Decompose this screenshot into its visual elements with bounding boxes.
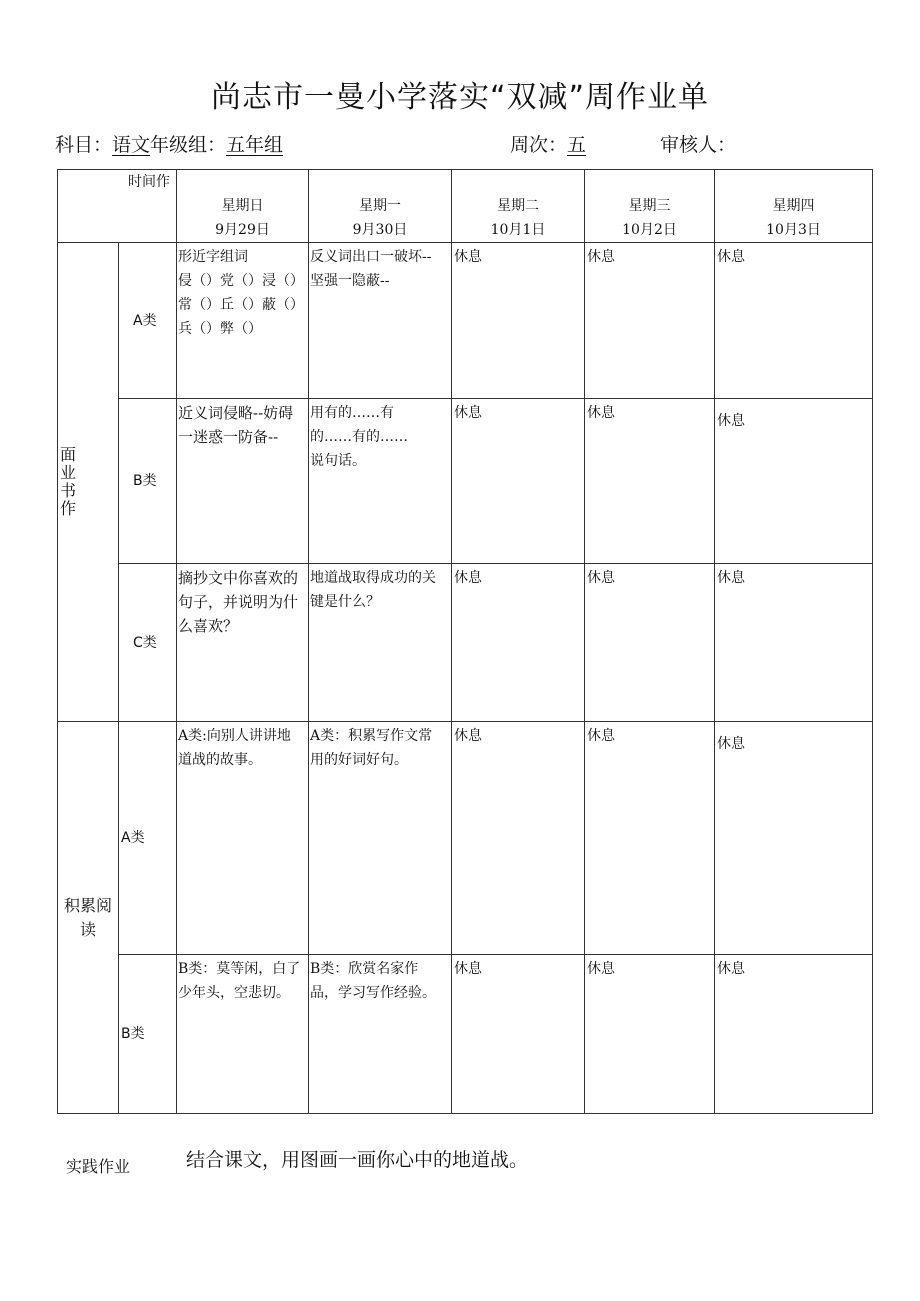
subject-value: 语文 — [112, 134, 151, 156]
grade-label: 年级组： — [150, 134, 227, 156]
table-row — [58, 243, 873, 399]
task-cell: 用有的……有 的……有的…… 说句话。 — [309, 399, 452, 564]
day-name: 星期三 — [628, 198, 671, 214]
homework-table — [57, 169, 873, 1114]
page-title: 尚志市一曼小学落实“双减”周作业单 — [210, 80, 710, 115]
day-date: 10月1日 — [490, 222, 546, 238]
section-label-written: 面业书作 — [58, 243, 119, 722]
task-cell: 反义词出口一破坏-- 坚强一隐蔽-- — [309, 243, 452, 399]
category-label: A类 — [119, 243, 177, 399]
rest-cell: 休息 — [452, 955, 585, 1114]
day-name: 星期二 — [497, 198, 539, 214]
corner-label: 时间作 — [58, 170, 177, 243]
week-field — [510, 130, 586, 157]
table-header-row — [58, 170, 873, 243]
category-label: C类 — [119, 564, 177, 722]
task-cell: 近义词侵略--妨碍 一迷惑一防备-- — [177, 399, 309, 564]
day-name: 星期日 — [221, 198, 264, 214]
table-row — [58, 399, 873, 564]
week-value: 五 — [567, 134, 587, 156]
day-header — [585, 170, 715, 243]
practice-text: 结合课文，用图画一画你心中的地道战。 — [186, 1149, 529, 1171]
day-date: 9月29日 — [215, 222, 270, 238]
rest-cell: 休息 — [452, 564, 585, 722]
subject-label: 科目： — [55, 134, 113, 156]
category-label: A类 — [119, 722, 177, 955]
table-row — [58, 722, 873, 955]
day-header — [715, 170, 873, 243]
rest-cell: 休息 — [452, 243, 585, 399]
day-header — [309, 170, 452, 243]
rest-cell: 休息 — [585, 564, 715, 722]
task-cell: B类：欣赏名家作 品，学习写作经验。 — [309, 955, 452, 1114]
task-cell: 摘抄文中你喜欢的 句子，并说明为什 么喜欢？ — [177, 564, 309, 722]
rest-cell: 休息 — [715, 564, 873, 722]
subject-field — [55, 130, 283, 157]
category-label: B类 — [119, 955, 177, 1114]
task-cell: A类：积累写作文常 用的好词好句。 — [309, 722, 452, 955]
table-row — [58, 564, 873, 722]
reviewer-field — [660, 130, 736, 157]
day-date: 9月30日 — [352, 222, 408, 238]
practice-label: 实践作业 — [66, 1157, 131, 1176]
grade-value: 五年组 — [226, 134, 284, 156]
rest-cell: 休息 — [452, 399, 585, 564]
rest-cell: 休息 — [715, 399, 873, 564]
day-name: 星期四 — [772, 198, 815, 214]
task-cell: B类：莫等闲，白了 少年头，空悲切。 — [177, 955, 309, 1114]
task-cell: 地道战取得成功的关 键是什么？ — [309, 564, 452, 722]
section-label-reading: 积累阅读 — [58, 722, 119, 1114]
rest-cell: 休息 — [585, 399, 715, 564]
day-date: 10月3日 — [766, 222, 821, 238]
week-label: 周次： — [510, 134, 568, 156]
rest-cell: 休息 — [452, 722, 585, 955]
rest-cell: 休息 — [715, 243, 873, 399]
rest-cell: 休息 — [715, 722, 873, 955]
task-cell: 形近字组词 侵（）党（）浸（） 常（）丘（）蔽（） 兵（）弊（） — [177, 243, 309, 399]
task-cell: A类:向别人讲讲地 道战的故事。 — [177, 722, 309, 955]
reviewer-label: 审核人： — [660, 134, 737, 156]
rest-cell: 休息 — [715, 955, 873, 1114]
day-name: 星期一 — [359, 198, 401, 214]
day-date: 10月2日 — [622, 222, 677, 238]
day-header — [452, 170, 585, 243]
rest-cell: 休息 — [585, 243, 715, 399]
table-row — [58, 955, 873, 1114]
day-header — [177, 170, 309, 243]
rest-cell: 休息 — [585, 955, 715, 1114]
category-label: B类 — [119, 399, 177, 564]
rest-cell: 休息 — [585, 722, 715, 955]
